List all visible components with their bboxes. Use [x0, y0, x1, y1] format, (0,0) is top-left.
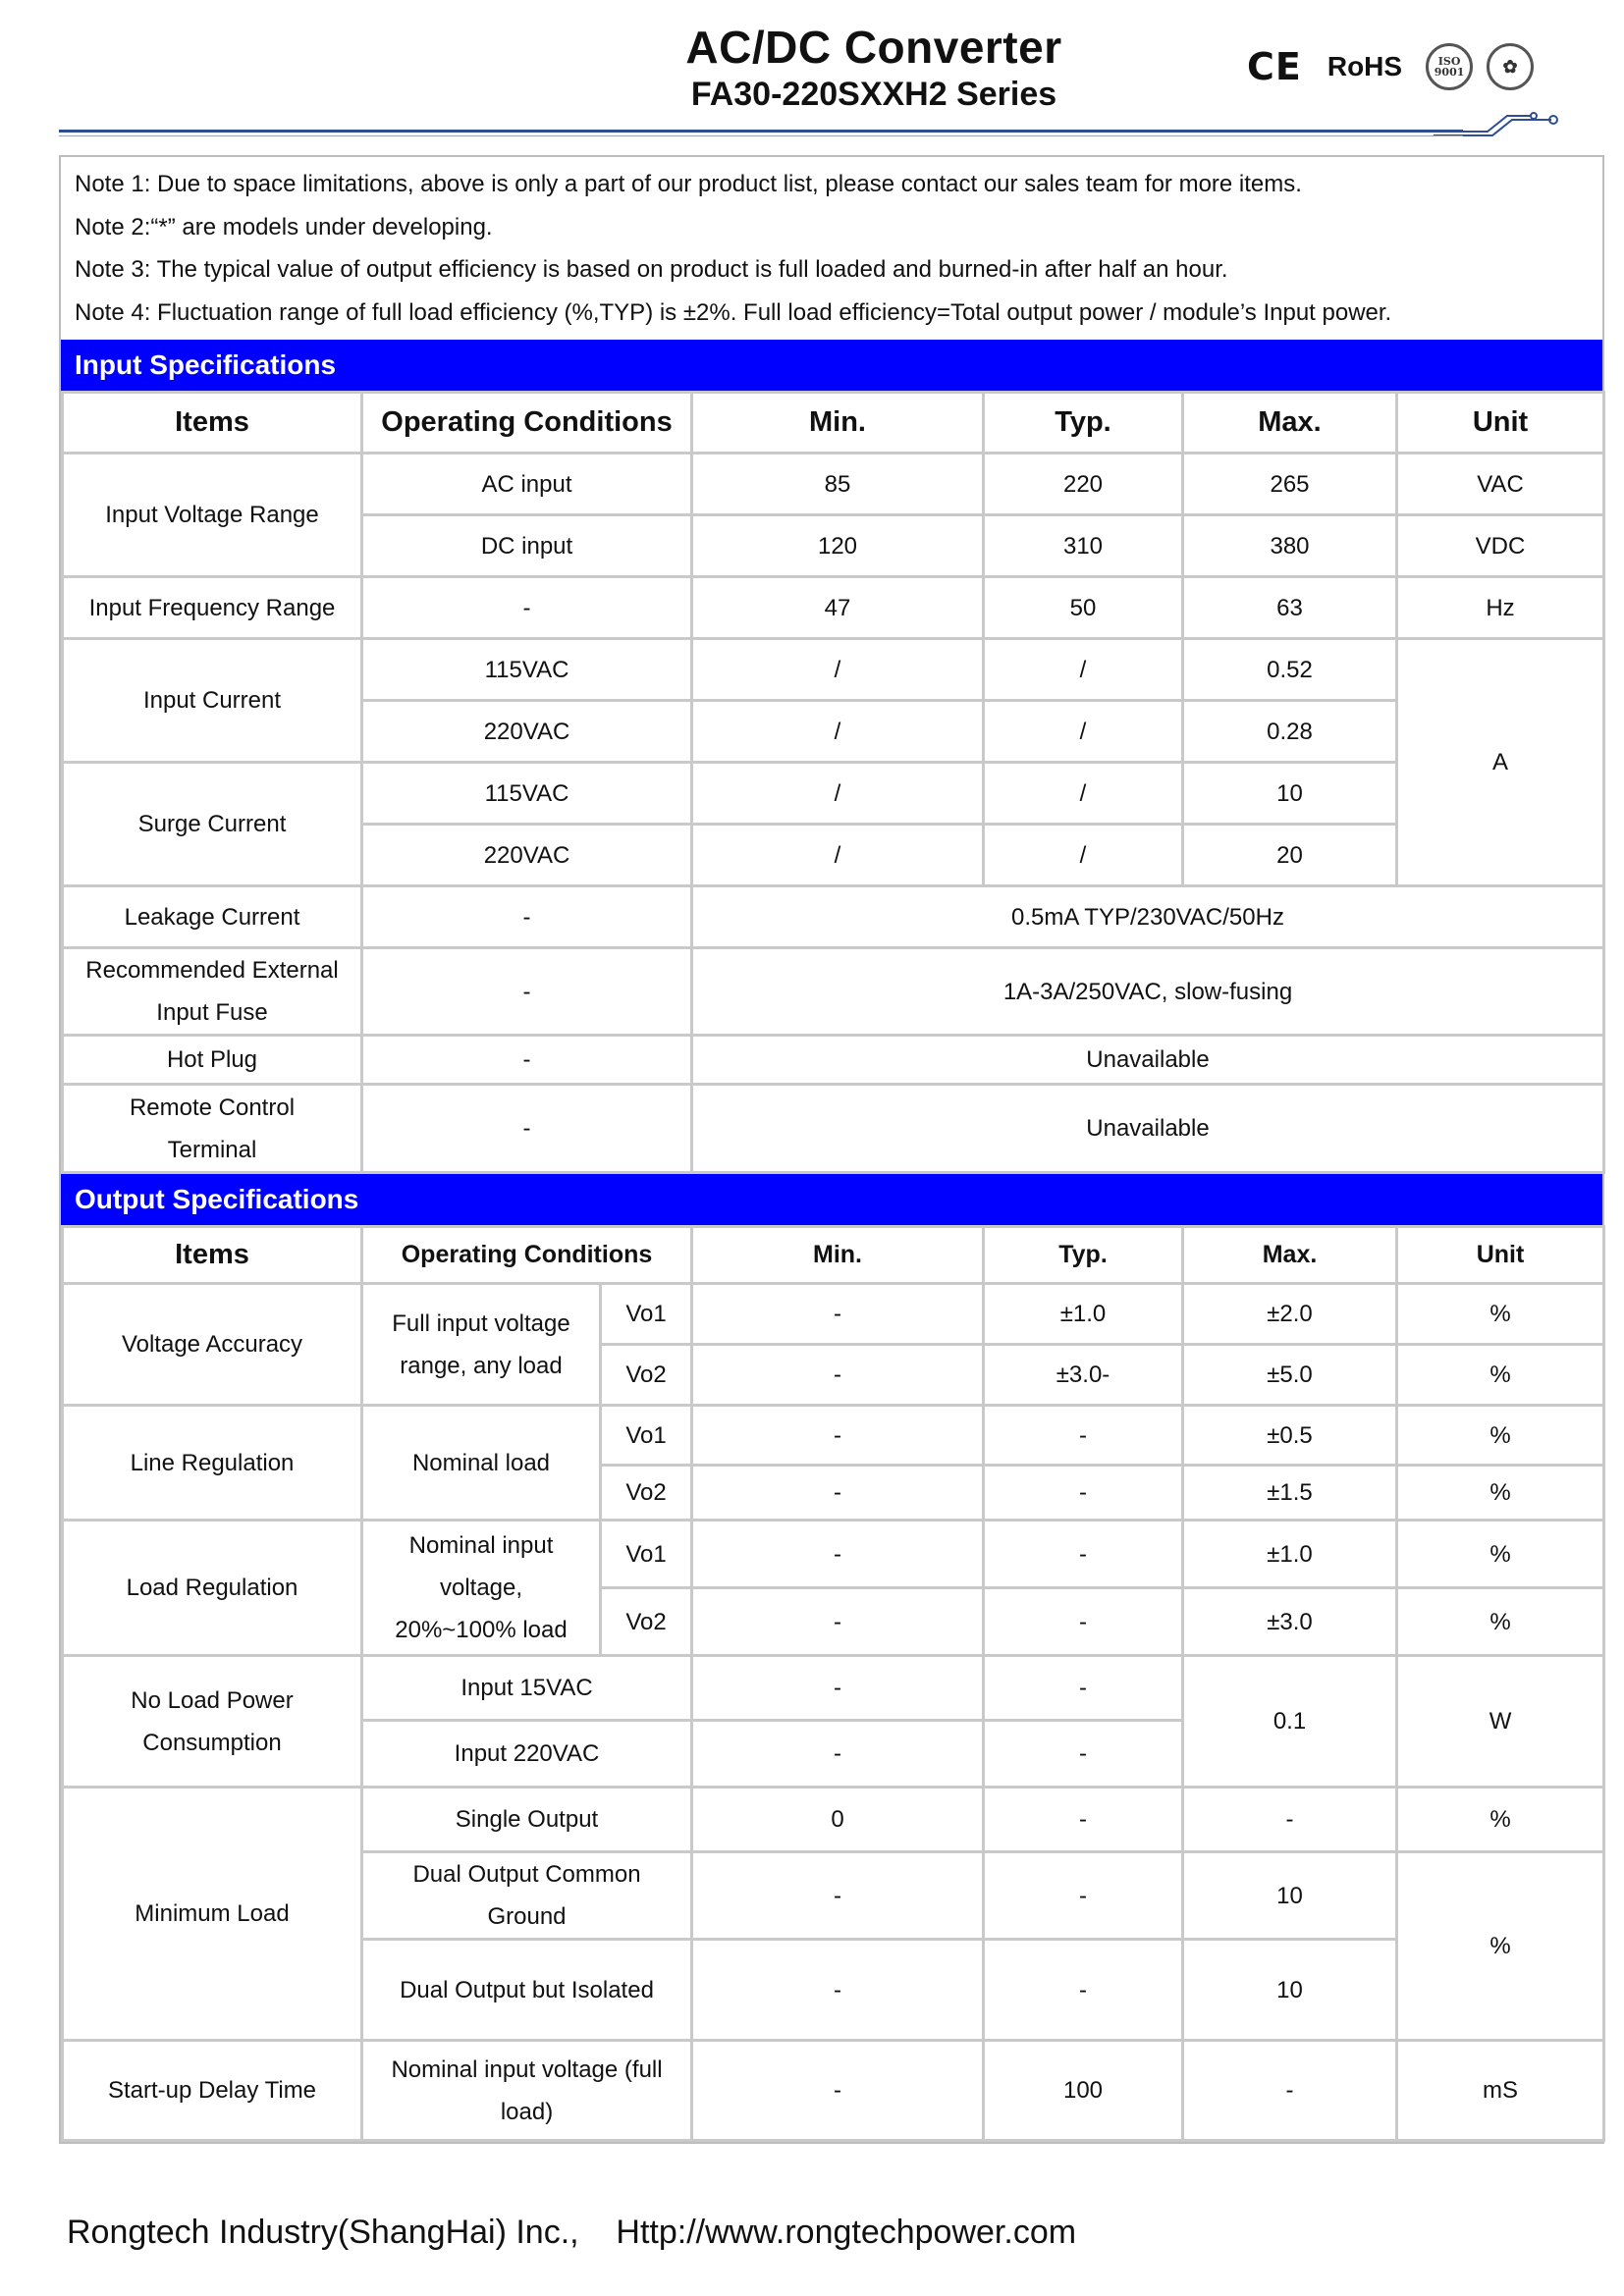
item-label [63, 948, 362, 1036]
output-channel-cell: Vo2 [601, 1345, 692, 1406]
col-header: Min. [692, 1227, 984, 1284]
min-cell: - [692, 1345, 984, 1406]
table-row [63, 948, 1604, 1036]
max-cell: 10 [1183, 1940, 1397, 2041]
typ-cell: - [984, 1721, 1183, 1788]
max-cell: 20 [1183, 825, 1397, 886]
typ-cell: - [984, 1406, 1183, 1466]
min-cell: - [692, 1521, 984, 1588]
output-spec-table [61, 1225, 1605, 2142]
ce-mark: CE [1247, 45, 1302, 88]
value-cell: 0.5mA TYP/230VAC/50Hz [692, 886, 1604, 948]
min-cell: - [692, 1940, 984, 2041]
value-cell: Unavailable [692, 1036, 1604, 1085]
condition-cell: 220VAC [362, 825, 692, 886]
max-cell: ±1.5 [1183, 1466, 1397, 1521]
note-2: Note 2:“*” are models under developing. [75, 213, 493, 240]
min-cell: / [692, 639, 984, 701]
condition-cell: DC input [362, 515, 692, 577]
series-name: FA30-220SXXH2 Series [690, 76, 1057, 113]
output-channel-cell: Vo1 [601, 1284, 692, 1345]
table-row [63, 763, 1604, 825]
col-header: Max. [1183, 393, 1397, 454]
condition-cell: Input 220VAC [362, 1721, 692, 1788]
typ-cell: / [984, 763, 1183, 825]
item-label [63, 1656, 362, 1788]
item-label-line: No Load Power [131, 1686, 294, 1714]
col-header: Min. [692, 393, 984, 454]
circuit-trace-icon [1434, 110, 1561, 141]
typ-cell: / [984, 639, 1183, 701]
note-4: Note 4: Fluctuation range of full load efficiency (%,TYP) is ±2%. Full load efficiency=Total output power / module’s Input power. [75, 298, 1392, 326]
condition-cell: 115VAC [362, 763, 692, 825]
typ-cell: ±1.0 [984, 1284, 1183, 1345]
max-cell: 10 [1183, 1852, 1397, 1940]
item-label: Line Regulation [63, 1406, 362, 1521]
min-cell: / [692, 825, 984, 886]
unit-cell: % [1397, 1852, 1604, 2041]
rohs-mark: RoHS [1326, 51, 1403, 81]
item-label: Load Regulation [63, 1521, 362, 1656]
col-header: Typ. [984, 393, 1183, 454]
col-header: Unit [1397, 393, 1604, 454]
company-seal-icon: ✿ [1487, 43, 1534, 90]
max-cell: 0.1 [1183, 1656, 1397, 1788]
max-cell: 63 [1183, 577, 1397, 639]
table-row [63, 577, 1604, 639]
condition-cell: - [362, 1036, 692, 1085]
note-3: Note 3: The typical value of output efficiency is based on product is full loaded and burned-in after half an hour. [75, 256, 1228, 283]
condition-line: load) [500, 2098, 554, 2125]
condition-cell: AC input [362, 454, 692, 515]
table-row [63, 1521, 1604, 1588]
typ-cell: - [984, 1656, 1183, 1721]
table-row [63, 1656, 1604, 1721]
condition-cell: Single Output [362, 1788, 692, 1852]
condition-line: Full input voltage [392, 1309, 570, 1337]
output-spec-heading: Output Specifications [61, 1174, 1602, 1225]
condition-line: range, any load [400, 1352, 563, 1379]
max-cell: ±5.0 [1183, 1345, 1397, 1406]
typ-cell: 50 [984, 577, 1183, 639]
unit-cell: A [1397, 639, 1604, 886]
min-cell: 47 [692, 577, 984, 639]
footer [67, 2214, 1076, 2252]
output-channel-cell: Vo1 [601, 1521, 692, 1588]
condition-cell: 115VAC [362, 639, 692, 701]
condition-cell: - [362, 1085, 692, 1173]
unit-cell: VDC [1397, 515, 1604, 577]
table-row [63, 1406, 1604, 1466]
item-label-line: Terminal [167, 1136, 257, 1163]
item-label: Surge Current [63, 763, 362, 886]
min-cell: - [692, 1284, 984, 1345]
item-label: Leakage Current [63, 886, 362, 948]
unit-cell: % [1397, 1466, 1604, 1521]
min-cell: - [692, 1406, 984, 1466]
condition-line: Ground [487, 1903, 567, 1930]
condition-line: voltage, [439, 1575, 523, 1601]
item-label-line: Recommended External [85, 957, 339, 984]
table-row [63, 2041, 1604, 2141]
output-channel-cell: Vo1 [601, 1406, 692, 1466]
condition-cell [362, 1521, 601, 1656]
header-rule [59, 130, 1463, 133]
min-cell: - [692, 1656, 984, 1721]
min-cell: - [692, 2041, 984, 2141]
table-row [63, 886, 1604, 948]
min-cell: 0 [692, 1788, 984, 1852]
notes-block [61, 157, 1602, 340]
max-cell: ±1.0 [1183, 1521, 1397, 1588]
item-label: Minimum Load [63, 1788, 362, 2041]
unit-cell: % [1397, 1406, 1604, 1466]
condition-cell: Input 15VAC [362, 1656, 692, 1721]
typ-cell: 310 [984, 515, 1183, 577]
min-cell: - [692, 1466, 984, 1521]
output-channel-cell: Vo2 [601, 1588, 692, 1656]
spec-frame [59, 155, 1604, 2144]
output-channel-cell: Vo2 [601, 1466, 692, 1521]
table-row [63, 1284, 1604, 1345]
condition-cell: - [362, 577, 692, 639]
col-header: Unit [1397, 1227, 1604, 1284]
typ-cell: / [984, 701, 1183, 763]
item-label-line: Input Fuse [156, 999, 268, 1026]
max-cell: 10 [1183, 763, 1397, 825]
unit-cell: % [1397, 1521, 1604, 1588]
condition-cell: 220VAC [362, 701, 692, 763]
col-header: Items [63, 393, 362, 454]
min-cell: / [692, 763, 984, 825]
typ-cell: 220 [984, 454, 1183, 515]
max-cell: 0.52 [1183, 639, 1397, 701]
typ-cell: - [984, 1521, 1183, 1588]
condition-line: Nominal input [408, 1532, 554, 1559]
typ-cell: - [984, 1852, 1183, 1940]
max-cell: ±3.0 [1183, 1588, 1397, 1656]
typ-cell: / [984, 825, 1183, 886]
table-row [63, 1036, 1604, 1085]
max-cell: ±2.0 [1183, 1284, 1397, 1345]
item-label-line: Consumption [142, 1729, 282, 1756]
iso-9001-badge: ISO 9001 [1426, 43, 1473, 90]
max-cell: 0.28 [1183, 701, 1397, 763]
min-cell: / [692, 701, 984, 763]
min-cell: - [692, 1721, 984, 1788]
unit-cell: % [1397, 1284, 1604, 1345]
min-cell: - [692, 1852, 984, 1940]
value-cell: 1A-3A/250VAC, slow-fusing [692, 948, 1604, 1036]
note-1: Note 1: Due to space limitations, above is only a part of our product list, please contact our sales team for more items. [75, 171, 1302, 197]
item-label [63, 1085, 362, 1173]
col-header: Max. [1183, 1227, 1397, 1284]
condition-cell: Nominal load [362, 1406, 601, 1521]
unit-cell: % [1397, 1788, 1604, 1852]
footer-company: Rongtech Industry(ShangHai) Inc., [67, 2214, 579, 2251]
condition-line: Dual Output Common [412, 1861, 641, 1888]
value-cell: Unavailable [692, 1085, 1604, 1173]
table-row [63, 639, 1604, 701]
unit-cell: % [1397, 1588, 1604, 1656]
header-rule-thin [59, 135, 1463, 136]
condition-cell: - [362, 948, 692, 1036]
input-spec-heading: Input Specifications [61, 340, 1602, 391]
max-cell: - [1183, 1788, 1397, 1852]
typ-cell: ±3.0- [984, 1345, 1183, 1406]
table-row [63, 454, 1604, 515]
condition-cell: Dual Output but Isolated [362, 1940, 692, 2041]
min-cell: - [692, 1588, 984, 1656]
condition-line: Nominal input voltage (full [391, 2056, 663, 2083]
unit-cell: mS [1397, 2041, 1604, 2141]
table-row [63, 1085, 1604, 1173]
typ-cell: - [984, 1588, 1183, 1656]
item-label: Hot Plug [63, 1036, 362, 1085]
unit-cell: Hz [1397, 577, 1604, 639]
typ-cell: 100 [984, 2041, 1183, 2141]
typ-cell: - [984, 1940, 1183, 2041]
unit-cell: W [1397, 1656, 1604, 1788]
min-cell: 120 [692, 515, 984, 577]
col-header: Typ. [984, 1227, 1183, 1284]
unit-cell: % [1397, 1345, 1604, 1406]
min-cell: 85 [692, 454, 984, 515]
typ-cell: - [984, 1788, 1183, 1852]
certification-logos [1247, 41, 1547, 92]
item-label: Input Voltage Range [63, 454, 362, 577]
col-header: Operating Conditions [362, 1227, 692, 1284]
table-row [63, 1788, 1604, 1852]
max-cell: ±0.5 [1183, 1406, 1397, 1466]
item-label: Input Frequency Range [63, 577, 362, 639]
typ-cell: - [984, 1466, 1183, 1521]
condition-cell [362, 2041, 692, 2141]
max-cell: 265 [1183, 454, 1397, 515]
col-header: Items [63, 1227, 362, 1284]
condition-cell [362, 1284, 601, 1406]
document-title: AC/DC Converter [685, 22, 1062, 73]
col-header: Operating Conditions [362, 393, 692, 454]
table-header-row [63, 393, 1604, 454]
item-label: Voltage Accuracy [63, 1284, 362, 1406]
input-spec-table [61, 391, 1605, 1174]
condition-line: 20%~100% load [395, 1617, 568, 1643]
condition-cell [362, 1852, 692, 1940]
condition-cell: - [362, 886, 692, 948]
item-label: Start-up Delay Time [63, 2041, 362, 2141]
max-cell: - [1183, 2041, 1397, 2141]
table-header-row [63, 1227, 1604, 1284]
unit-cell: VAC [1397, 454, 1604, 515]
max-cell: 380 [1183, 515, 1397, 577]
item-label: Input Current [63, 639, 362, 763]
footer-url[interactable]: Http://www.rongtechpower.com [616, 2214, 1077, 2251]
item-label-line: Remote Control [129, 1094, 296, 1121]
